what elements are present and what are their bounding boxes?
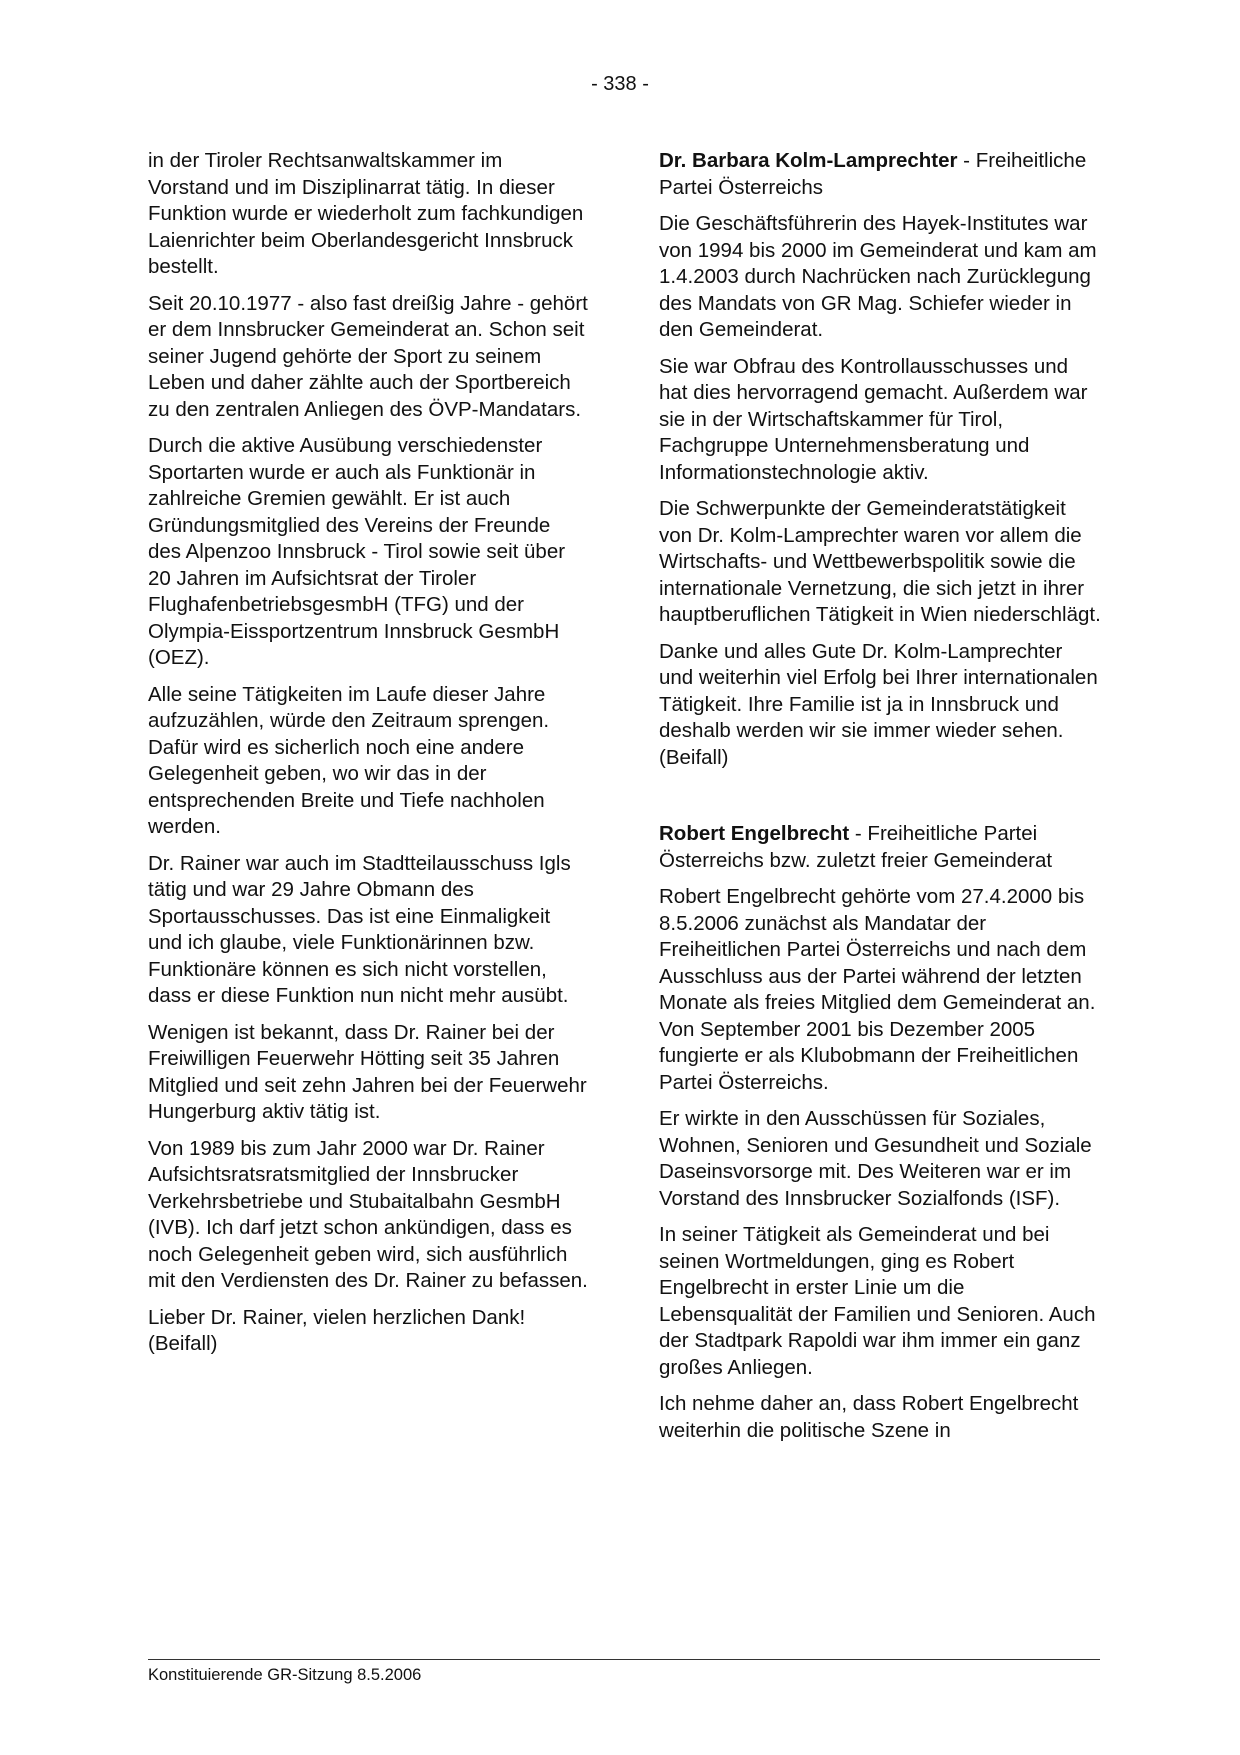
paragraph: In seiner Tätigkeit als Gemeinderat und bei seinen Wortmeldungen, ging es Robert Engelbrecht in erster Linie um die Lebensqualität der Familien und Senioren. Auch der Stadtpark Rapoldi war ihm immer ein ganz großes Anliegen. <box>659 1223 1096 1379</box>
paragraph: Er wirkte in den Ausschüssen für Soziales, Wohnen, Senioren und Gesundheit und Soziale Daseinsvorsorge mit. Des Weiteren war er im Vorstand des Innsbrucker Sozialfonds (ISF). <box>659 1107 1092 1210</box>
footer-text: Konstituierende GR-Sitzung 8.5.2006 <box>148 1666 422 1684</box>
left-column <box>148 148 588 1368</box>
paragraph: Alle seine Tätigkeiten im Laufe dieser Jahre aufzuzählen, würde den Zeitraum sprengen. Dafür wird es sicherlich noch eine andere Gelegenheit geben, wo wir das in der entsprechenden Breite und Tiefe nachholen werden. <box>148 682 550 838</box>
paragraph: Ich nehme daher an, dass Robert Engelbrecht weiterhin die politische Szene in <box>659 1392 1079 1442</box>
party-affiliation: - Freiheitliche Partei Österreichs <box>659 149 1087 199</box>
section-heading-engelbrecht <box>659 821 1101 874</box>
footer-divider <box>148 1659 1100 1660</box>
paragraph: Die Schwerpunkte der Gemeinderatstätigkeit von Dr. Kolm-Lamprechter waren vor allem die Wirtschafts- und Wettbewerbspolitik sowie die internationale Vernetzung, die sich jetzt in ihrer hauptberuflichen Tätigkeit in Wien niederschlägt. <box>659 497 1101 626</box>
paragraph: Die Geschäftsführerin des Hayek-Institutes war von 1994 bis 2000 im Gemeinderat und kam am 1.4.2003 durch Nachrücken nach Zurücklegung des Mandats von GR Mag. Schiefer wieder in den Gemeinderat. <box>659 212 1097 341</box>
paragraph: Lieber Dr. Rainer, vielen herzlichen Dank! (Beifall) <box>148 1305 526 1355</box>
party-affiliation: - Freiheitliche Partei Österreichs bzw. zuletzt freier Gemeinderat <box>659 822 1053 872</box>
right-column <box>659 148 1101 1454</box>
paragraph: Sie war Obfrau des Kontrollausschusses und hat dies hervorragend gemacht. Außerdem war sie in der Wirtschaftskammer für Tirol, Fachgruppe Unternehmensberatung und Informationstechnologie aktiv. <box>659 354 1088 484</box>
person-name: Robert Engelbrecht <box>659 822 850 845</box>
paragraph: Seit 20.10.1977 - also fast dreißig Jahre - gehört er dem Innsbrucker Gemeinderat an. Schon seit seiner Jugend gehörte der Sport zu seinem Leben und daher zählte auch der Sportbereich zu den zentralen Anliegen des ÖVP-Mandatars. <box>148 291 588 421</box>
section-gap <box>659 781 1101 821</box>
paragraph: in der Tiroler Rechtsanwaltskammer im Vorstand und im Disziplinarrat tätig. In dieser Funktion wurde er wiederholt zum fachkundigen Laienrichter beim Oberlandesgericht Innsbruck bestellt. <box>148 149 584 278</box>
paragraph: Danke und alles Gute Dr. Kolm-Lamprechter und weiterhin viel Erfolg bei Ihrer internationalen Tätigkeit. Ihre Familie ist ja in Innsbruck und deshalb werden wir sie immer wieder sehen. (Beifall) <box>659 639 1098 769</box>
section-heading-kolm <box>659 148 1101 201</box>
paragraph: Von 1989 bis zum Jahr 2000 war Dr. Rainer Aufsichtsratsratsmitglied der Innsbrucker Verkehrsbetriebe und Stubaitalbahn GesmbH (IVB). Ich darf jetzt schon ankündigen, dass es noch Gelegenheit geben wird, sich ausführlich mit den Verdiensten des Dr. Rainer zu befassen. <box>148 1136 588 1292</box>
person-name: Dr. Barbara Kolm-Lamprechter <box>659 149 958 172</box>
page-number: - 338 - <box>591 73 649 95</box>
paragraph: Dr. Rainer war auch im Stadtteilausschuss Igls tätig und war 29 Jahre Obmann des Sportausschusses. Das ist eine Einmaligkeit und ich glaube, viele Funktionärinnen bzw. Funktionäre können es sich nicht vorstellen, dass er diese Funktion nun nicht mehr ausübt. <box>148 851 571 1007</box>
paragraph: Wenigen ist bekannt, dass Dr. Rainer bei der Freiwilligen Feuerwehr Hötting seit 35 Jahren Mitglied und seit zehn Jahren bei der Feuerwehr Hungerburg aktiv tätig ist. <box>148 1020 587 1123</box>
paragraph: Durch die aktive Ausübung verschiedenster Sportarten wurde er auch als Funktionär in zahlreiche Gremien gewählt. Er ist auch Gründungsmitglied des Vereins der Freunde des Alpenzoo Innsbruck - Tirol sowie seit über 20 Jahren im Aufsichtsrat der Tiroler FlughafenbetriebsgesmbH (TFG) und der Olympia-Eissportzentrum Innsbruck GesmbH (OEZ). <box>148 434 566 669</box>
paragraph: Robert Engelbrecht gehörte vom 27.4.2000 bis 8.5.2006 zunächst als Mandatar der Freiheitlichen Partei Österreichs und nach dem Ausschluss aus der Partei während der letzten Monate als freies Mitglied dem Gemeinderat an. Von September 2001 bis Dezember 2005 fungierte er als Klubobmann der Freiheitlichen Partei Österreichs. <box>659 885 1096 1094</box>
